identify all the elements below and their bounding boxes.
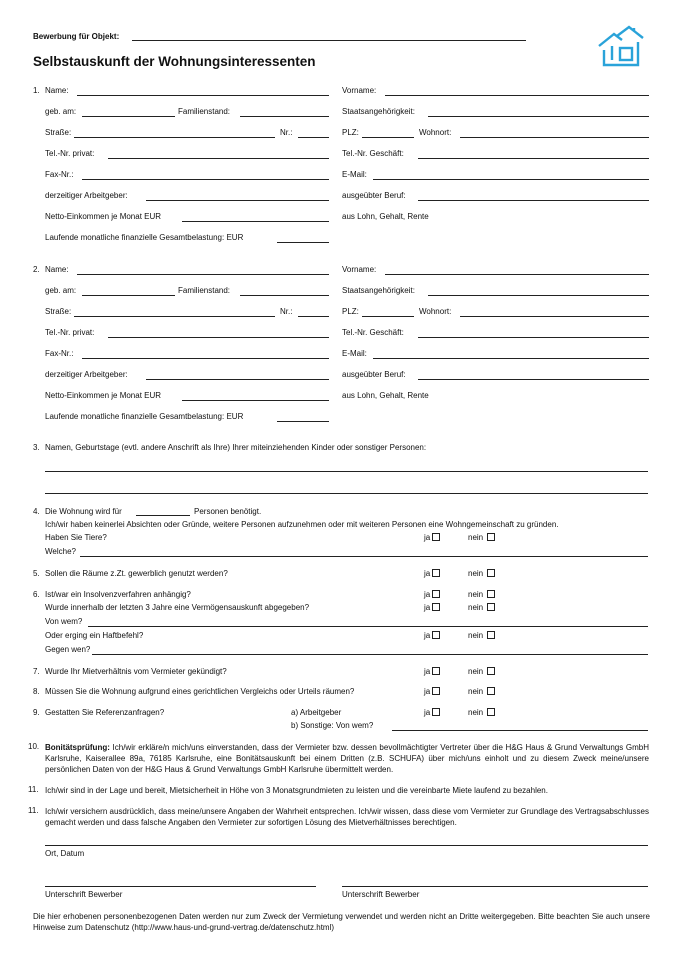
section-11b-number: 11. bbox=[28, 806, 39, 815]
applicant-2-street-label: Straße: bbox=[45, 307, 72, 316]
applicant-1-zip-label: PLZ: bbox=[342, 128, 359, 137]
asset-disclosure-whom-line[interactable] bbox=[88, 626, 648, 627]
applicant-1-income-source-label: aus Lohn, Gehalt, Rente bbox=[342, 212, 429, 221]
applicant-2-income-source-label: aus Lohn, Gehalt, Rente bbox=[342, 391, 429, 400]
ja-label: ja bbox=[424, 533, 431, 542]
reference-employer-ja-checkbox[interactable] bbox=[432, 708, 440, 716]
persons-count-line[interactable] bbox=[136, 515, 190, 516]
applicant-2-marital-status-line[interactable] bbox=[240, 295, 329, 296]
applicant-1-nationality-label: Staatsangehörigkeit: bbox=[342, 107, 415, 116]
place-date-line[interactable] bbox=[45, 845, 648, 846]
deposit-paragraph: Ich/wir sind in der Lage und bereit, Mietsicherheit in Höhe von 3 Monatsgrundmieten zu leisten und die vereinbarte Miete laufend zu bezahlen. bbox=[45, 786, 548, 795]
nein-label: nein bbox=[468, 590, 484, 599]
applicant-1-house-number-line[interactable] bbox=[298, 137, 329, 138]
applicant-2-phone-private-label: Tel.-Nr. privat: bbox=[45, 328, 95, 337]
applicant-1-nationality-line[interactable] bbox=[428, 116, 649, 117]
applicant-2-fax-line[interactable] bbox=[82, 358, 329, 359]
insolvency-ja-checkbox[interactable] bbox=[432, 590, 440, 598]
nein-label: nein bbox=[468, 569, 484, 578]
section-7-number: 7. bbox=[33, 667, 40, 676]
asset-disclosure-ja-checkbox[interactable] bbox=[432, 603, 440, 611]
applicant-1-fax-line[interactable] bbox=[82, 179, 329, 180]
reference-other-label: b) Sonstige: Von wem? bbox=[291, 721, 374, 730]
applicant-2-birthdate-label: geb. am: bbox=[45, 286, 77, 295]
ja-label: ja bbox=[424, 687, 431, 696]
arrest-warrant-whom-line[interactable] bbox=[92, 654, 648, 655]
ja-label: ja bbox=[424, 590, 431, 599]
asset-disclosure-nein-checkbox[interactable] bbox=[487, 603, 495, 611]
section-3-line-1[interactable] bbox=[45, 471, 648, 472]
applicant-2-employer-line[interactable] bbox=[146, 379, 329, 380]
commercial-use-nein-option[interactable] bbox=[468, 569, 495, 579]
applicant-1-phone-private-line[interactable] bbox=[108, 158, 329, 159]
applicant-1-occupation-label: ausgeübter Beruf: bbox=[342, 191, 406, 200]
applicant-2-total-burden-line[interactable] bbox=[277, 421, 329, 422]
pets-ja-option[interactable] bbox=[424, 533, 440, 543]
reference-employer-ja-option[interactable] bbox=[424, 708, 440, 718]
applicant-1-net-income-line[interactable] bbox=[182, 221, 329, 222]
asset-disclosure-question: Wurde innerhalb der letzten 3 Jahre eine Vermögensauskunft abgegeben? bbox=[45, 603, 310, 612]
section-11a-number: 11. bbox=[28, 785, 39, 794]
credit-check-text: Ich/wir erkläre/n mich/uns einverstanden, dass der Vermieter bzw. dessen bevollmächtigter Vertreter über die H&G Haus & Grund Verwaltungs GmbH Karlsruhe, Kaiserallee 89a, 76185 Karlsruhe, eine Bonitätsauskunft bei einem Dritten (z.B. SCHUFA) über mich/uns einholt und zu diesem Zweck meine/unsere persönlichen Daten von der H&G Haus & Grund Verwaltungs GmbH Karlsruhe übermittelt werden. bbox=[45, 743, 649, 774]
objekt-input-line[interactable] bbox=[132, 40, 526, 41]
arrest-warrant-whom-label: Gegen wen? bbox=[45, 645, 91, 654]
ja-label: ja bbox=[424, 569, 431, 578]
section-5-question: Sollen die Räume z.Zt. gewerblich genutzt werden? bbox=[45, 569, 228, 578]
arrest-warrant-question: Oder erging ein Haftbefehl? bbox=[45, 631, 144, 640]
applicant-2-zip-line[interactable] bbox=[362, 316, 414, 317]
applicant-1-name-line[interactable] bbox=[77, 95, 329, 96]
applicant-1-fax-label: Fax-Nr.: bbox=[45, 170, 74, 179]
arrest-warrant-ja-checkbox[interactable] bbox=[432, 631, 440, 639]
applicant-1-number: 1. bbox=[33, 86, 40, 95]
eviction-ja-checkbox[interactable] bbox=[432, 687, 440, 695]
applicant-1-net-income-label: Netto-Einkommen je Monat EUR bbox=[45, 212, 162, 221]
page-title: Selbstauskunft der Wohnungsinteressenten bbox=[33, 54, 316, 69]
nein-label: nein bbox=[468, 603, 484, 612]
insolvency-nein-checkbox[interactable] bbox=[487, 590, 495, 598]
section-4-declaration: Ich/wir haben keinerlei Absichten oder Gründe, weitere Personen aufzunehmen oder mit weiteren Personen eine Wohngemeinschaft zu gründen. bbox=[45, 520, 559, 529]
nein-label: nein bbox=[468, 533, 484, 542]
signature-1-label: Unterschrift Bewerber bbox=[45, 890, 123, 899]
applicant-2-street-line[interactable] bbox=[74, 316, 275, 317]
section-3-question: Namen, Geburtstage (evtl. andere Anschrift als Ihre) Ihrer miteinziehenden Kinder oder sonstiger Personen: bbox=[45, 443, 427, 452]
signature-1-line[interactable] bbox=[45, 886, 316, 887]
applicant-2-employer-label: derzeitiger Arbeitgeber: bbox=[45, 370, 128, 379]
ja-label: ja bbox=[424, 603, 431, 612]
terminated-ja-checkbox[interactable] bbox=[432, 667, 440, 675]
applicant-2-house-number-line[interactable] bbox=[298, 316, 329, 317]
pets-which-label: Welche? bbox=[45, 547, 76, 556]
applicant-2-total-burden-label: Laufende monatliche finanzielle Gesamtbelastung: EUR bbox=[45, 412, 244, 421]
nein-label: nein bbox=[468, 667, 484, 676]
section-9-number: 9. bbox=[33, 708, 40, 717]
applicant-2-fax-label: Fax-Nr.: bbox=[45, 349, 74, 358]
applicant-2-net-income-line[interactable] bbox=[182, 400, 329, 401]
truth-declaration-paragraph: Ich/wir versichern ausdrücklich, dass meine/unsere Angaben der Wahrheit entsprechen. Ich/wir wissen, dass diese vom Vermieter zur Grundlage des Vertragsabschlusses gemacht werden und dass falsche Angaben den Vermieter zur sofortigen Lösung des Mietverhältnisses berechtigen. bbox=[45, 807, 649, 827]
section-3-line-2[interactable] bbox=[45, 493, 648, 494]
applicant-2-house-number-label: Nr.: bbox=[280, 307, 293, 316]
applicant-1-zip-line[interactable] bbox=[362, 137, 414, 138]
terminated-nein-checkbox[interactable] bbox=[487, 667, 495, 675]
terminated-nein-option[interactable] bbox=[468, 667, 495, 677]
applicant-1-name-label: Name: bbox=[45, 86, 69, 95]
applicant-1-phone-business-line[interactable] bbox=[418, 158, 649, 159]
applicant-2-phone-business-line[interactable] bbox=[418, 337, 649, 338]
applicant-2-city-label: Wohnort: bbox=[419, 307, 452, 316]
applicant-1-occupation-line[interactable] bbox=[418, 200, 649, 201]
nein-label: nein bbox=[468, 708, 484, 717]
applicant-1-street-line[interactable] bbox=[74, 137, 275, 138]
pets-question: Haben Sie Tiere? bbox=[45, 533, 107, 542]
applicant-2-phone-business-label: Tel.-Nr. Geschäft: bbox=[342, 328, 404, 337]
applicant-1-email-label: E-Mail: bbox=[342, 170, 367, 179]
section-10-number: 10. bbox=[28, 742, 40, 751]
applicant-1-street-label: Straße: bbox=[45, 128, 72, 137]
credit-check-heading: Bonitätsprüfung: bbox=[45, 743, 110, 752]
terminated-ja-option[interactable] bbox=[424, 667, 440, 677]
applicant-2-birthdate-line[interactable] bbox=[82, 295, 175, 296]
commercial-use-nein-checkbox[interactable] bbox=[487, 569, 495, 577]
insolvency-ja-option[interactable] bbox=[424, 590, 440, 600]
section-7-question: Wurde Ihr Mietverhältnis vom Vermieter gekündigt? bbox=[45, 667, 227, 676]
applicant-2-net-income-label: Netto-Einkommen je Monat EUR bbox=[45, 391, 162, 400]
applicant-1-house-number-label: Nr.: bbox=[280, 128, 293, 137]
applicant-2-nationality-label: Staatsangehörigkeit: bbox=[342, 286, 415, 295]
applicant-2-vorname-label: Vorname: bbox=[342, 265, 377, 274]
insolvency-nein-option[interactable] bbox=[468, 590, 495, 600]
commercial-use-ja-checkbox[interactable] bbox=[432, 569, 440, 577]
applicant-2-marital-status-label: Familienstand: bbox=[178, 286, 231, 295]
signature-2-label: Unterschrift Bewerber bbox=[342, 890, 420, 899]
house-logo-icon bbox=[596, 24, 646, 68]
arrest-warrant-nein-option[interactable] bbox=[468, 631, 495, 641]
ja-label: ja bbox=[424, 667, 431, 676]
applicant-2-phone-private-line[interactable] bbox=[108, 337, 329, 338]
asset-disclosure-ja-option[interactable] bbox=[424, 603, 440, 613]
nein-label: nein bbox=[468, 631, 484, 640]
applicant-2-number: 2. bbox=[33, 265, 40, 274]
applicant-1-employer-line[interactable] bbox=[146, 200, 329, 201]
applicant-1-city-line[interactable] bbox=[460, 137, 649, 138]
applicant-1-marital-status-label: Familienstand: bbox=[178, 107, 231, 116]
applicant-1-total-burden-line[interactable] bbox=[277, 242, 329, 243]
applicant-1-marital-status-line[interactable] bbox=[240, 116, 329, 117]
ja-label: ja bbox=[424, 631, 431, 640]
applicant-1-email-line[interactable] bbox=[373, 179, 649, 180]
commercial-use-ja-option[interactable] bbox=[424, 569, 440, 579]
credit-check-paragraph bbox=[45, 742, 649, 775]
signature-2-line[interactable] bbox=[342, 886, 648, 887]
reference-employer-nein-checkbox[interactable] bbox=[487, 708, 495, 716]
objekt-label: Bewerbung für Objekt: bbox=[33, 32, 120, 41]
applicant-1-phone-business-label: Tel.-Nr. Geschäft: bbox=[342, 149, 404, 158]
applicant-2-name-label: Name: bbox=[45, 265, 69, 274]
applicant-2-city-line[interactable] bbox=[460, 316, 649, 317]
reference-employer-nein-option[interactable] bbox=[468, 708, 495, 718]
arrest-warrant-ja-option[interactable] bbox=[424, 631, 440, 641]
eviction-nein-option[interactable] bbox=[468, 687, 495, 697]
insolvency-question: Ist/war ein Insolvenzverfahren anhängig? bbox=[45, 590, 191, 599]
privacy-notice: Die hier erhobenen personenbezogenen Daten werden nur zum Zweck der Vermietung verwendet und werden nicht an Dritte weitergegeben. Bitte beachten Sie auch unsere Hinweise zum Datenschutz (http://www.haus-und-grund-vertrag.de/datenschutz.html) bbox=[33, 912, 650, 932]
section-3-number: 3. bbox=[33, 443, 40, 452]
asset-disclosure-whom-label: Von wem? bbox=[45, 617, 83, 626]
eviction-ja-option[interactable] bbox=[424, 687, 440, 697]
nein-label: nein bbox=[468, 687, 484, 696]
section-4-text-b: Personen benötigt. bbox=[194, 507, 262, 516]
place-date-label: Ort, Datum bbox=[45, 849, 85, 858]
applicant-1-phone-private-label: Tel.-Nr. privat: bbox=[45, 149, 95, 158]
pets-nein-checkbox[interactable] bbox=[487, 533, 495, 541]
applicant-1-birthdate-label: geb. am: bbox=[45, 107, 77, 116]
applicant-1-total-burden-label: Laufende monatliche finanzielle Gesamtbelastung: EUR bbox=[45, 233, 244, 242]
pets-nein-option[interactable] bbox=[468, 533, 495, 543]
applicant-2-email-label: E-Mail: bbox=[342, 349, 367, 358]
applicant-1-employer-label: derzeitiger Arbeitgeber: bbox=[45, 191, 128, 200]
applicant-2-zip-label: PLZ: bbox=[342, 307, 359, 316]
section-5-number: 5. bbox=[33, 569, 40, 578]
section-4-text-a: Die Wohnung wird für bbox=[45, 507, 122, 516]
section-8-number: 8. bbox=[33, 687, 40, 696]
applicant-2-vorname-line[interactable] bbox=[385, 274, 649, 275]
arrest-warrant-nein-checkbox[interactable] bbox=[487, 631, 495, 639]
applicant-1-birthdate-line[interactable] bbox=[82, 116, 175, 117]
applicant-1-city-label: Wohnort: bbox=[419, 128, 452, 137]
applicant-2-email-line[interactable] bbox=[373, 358, 649, 359]
applicant-2-nationality-line[interactable] bbox=[428, 295, 649, 296]
pets-ja-checkbox[interactable] bbox=[432, 533, 440, 541]
section-6-number: 6. bbox=[33, 590, 40, 599]
applicant-2-name-line[interactable] bbox=[77, 274, 329, 275]
applicant-2-occupation-line[interactable] bbox=[418, 379, 649, 380]
asset-disclosure-nein-option[interactable] bbox=[468, 603, 495, 613]
ja-label: ja bbox=[424, 708, 431, 717]
reference-other-line[interactable] bbox=[392, 730, 648, 731]
applicant-1-vorname-label: Vorname: bbox=[342, 86, 377, 95]
applicant-2-occupation-label: ausgeübter Beruf: bbox=[342, 370, 406, 379]
reference-employer-label: a) Arbeitgeber bbox=[291, 708, 342, 717]
applicant-1-vorname-line[interactable] bbox=[385, 95, 649, 96]
section-9-question: Gestatten Sie Referenzanfragen? bbox=[45, 708, 165, 717]
section-4-number: 4. bbox=[33, 507, 40, 516]
section-8-question: Müssen Sie die Wohnung aufgrund eines gerichtlichen Vergleichs oder Urteils räumen? bbox=[45, 687, 355, 696]
pets-which-line[interactable] bbox=[80, 556, 648, 557]
eviction-nein-checkbox[interactable] bbox=[487, 687, 495, 695]
